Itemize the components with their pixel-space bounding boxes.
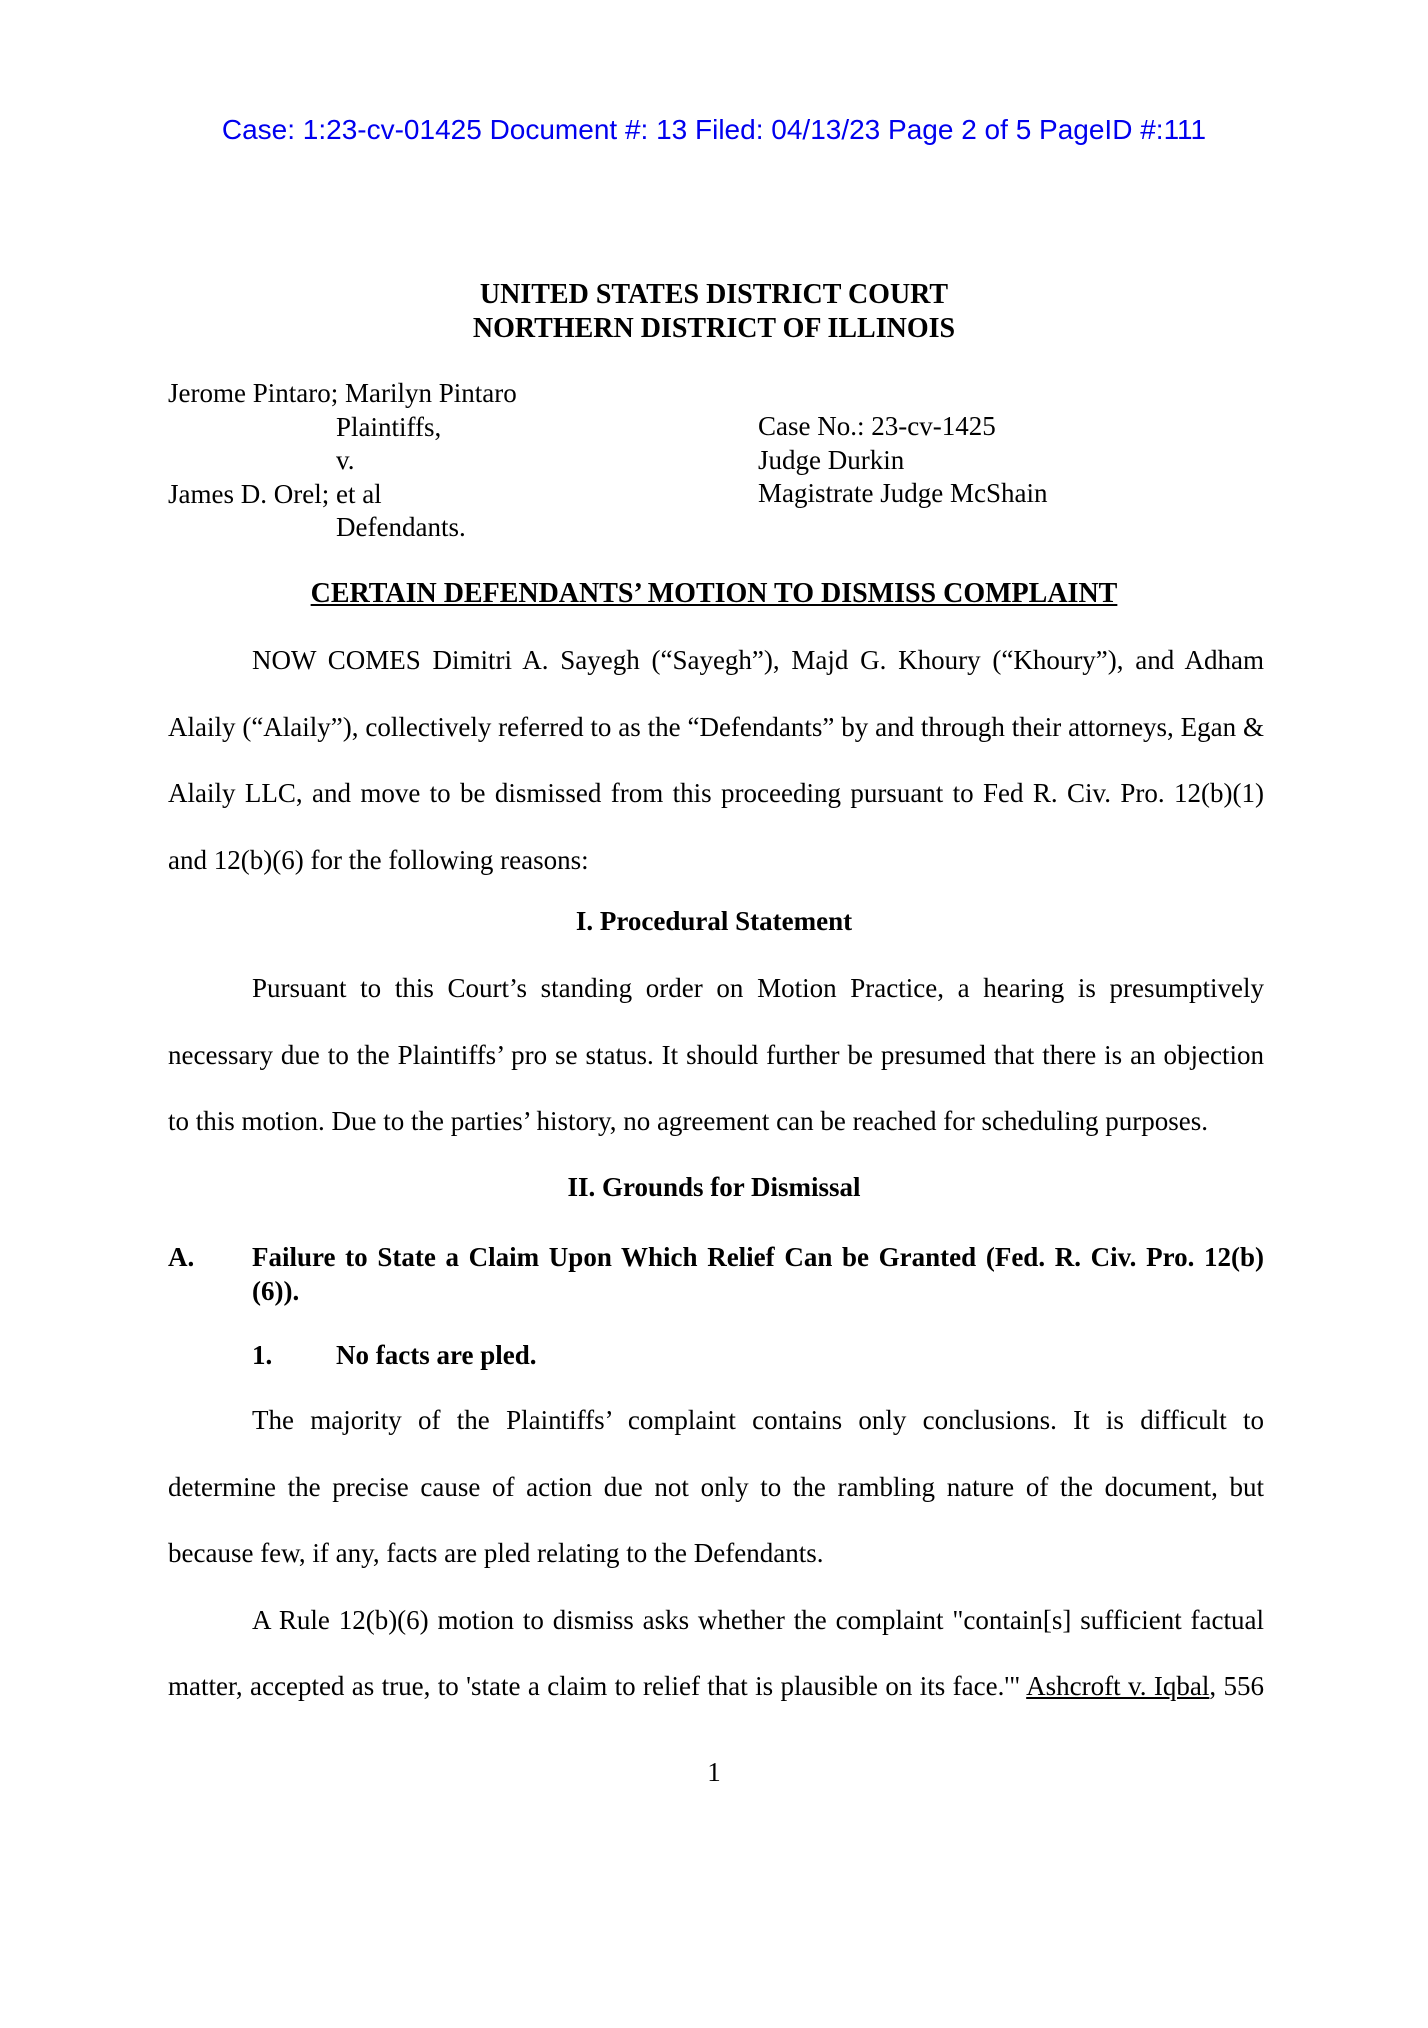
subsection-1-text: No facts are pled. (336, 1340, 537, 1370)
case-number: Case No.: 23-cv-1425 (758, 411, 996, 441)
facts-paragraph: The majority of the Plaintiffs’ complaint contains only conclusions. It is difficult to determine the precise cause of action due not only to the rambling nature of the document, but because few, if any, facts are pled relating to the Defendants. (168, 1405, 1264, 1568)
subsection-a-letter: A. (168, 1242, 195, 1272)
case-header-stamp: Case: 1:23-cv-01425 Document #: 13 Filed: 04/13/23 Page 2 of 5 PageID #:111 (221, 114, 1207, 145)
procedural-paragraph: Pursuant to this Court’s standing order on Motion Practice, a hearing is presumptively necessary due to the Plaintiffs’ pro se status. It should further be presumed that there is an objection to this motion. Due to the parties’ history, no agreement can be reached for scheduling purposes. (168, 973, 1264, 1136)
subsection-a-text: Failure to State a Claim Upon Which Relief Can be Granted (Fed. R. Civ. Pro. 12(b)(6)). (252, 1242, 1264, 1306)
motion-title: CERTAIN DEFENDANTS’ MOTION TO DISMISS COMPLAINT (310, 578, 1118, 609)
citation-volume: , 556 (1209, 1671, 1265, 1701)
versus-label: v. (336, 445, 355, 475)
page-number: 1 (707, 1757, 721, 1787)
section-1-heading: I. Procedural Statement (575, 906, 853, 936)
section-2-body (168, 1387, 1264, 1720)
court-name-line: UNITED STATES DISTRICT COURT (479, 279, 949, 310)
caption-case-info (758, 410, 1047, 511)
intro-block (168, 627, 1264, 893)
section-1-block (168, 955, 1264, 1155)
magistrate-judge-name: Magistrate Judge McShain (758, 478, 1048, 508)
rule-paragraph-text: A Rule 12(b)(6) motion to dismiss asks whether the complaint "contain[s] sufficient factual matter, accepted as true, to 'state a claim to relief that is plausible on its face.'" (168, 1604, 1264, 1701)
caption-parties (168, 377, 517, 545)
court-heading (0, 278, 1428, 346)
defendants-label: Defendants. (336, 512, 466, 542)
judge-name: Judge Durkin (758, 444, 905, 475)
plaintiffs-names: Jerome Pintaro; Marilyn Pintaro (168, 378, 517, 408)
rule-paragraph (168, 1587, 1264, 1720)
section-2-heading: II. Grounds for Dismissal (567, 1172, 861, 1202)
subsection-1-number: 1. (252, 1340, 273, 1370)
intro-paragraph: NOW COMES Dimitri A. Sayegh (“Sayegh”), Majd G. Khoury (“Khoury”), and Adham Alaily (“Alaily”), collectively referred to as the “Defendants” by and through their attorneys, Egan & Alaily LLC, and move to be dismissed from this proceeding pursuant to Fed R. Civ. Pro. 12(b)(1) and 12(b)(6) for the following reasons: (168, 645, 1264, 875)
subsection-a-heading (168, 1240, 1264, 1308)
subsection-1-heading (252, 1340, 536, 1371)
defendants-names: James D. Orel; et al (168, 478, 382, 509)
case-citation: Ashcroft v. Iqbal (1026, 1671, 1210, 1701)
plaintiffs-label: Plaintiffs, (336, 411, 442, 442)
court-district-line: NORTHERN DISTRICT OF ILLINOIS (472, 313, 956, 344)
